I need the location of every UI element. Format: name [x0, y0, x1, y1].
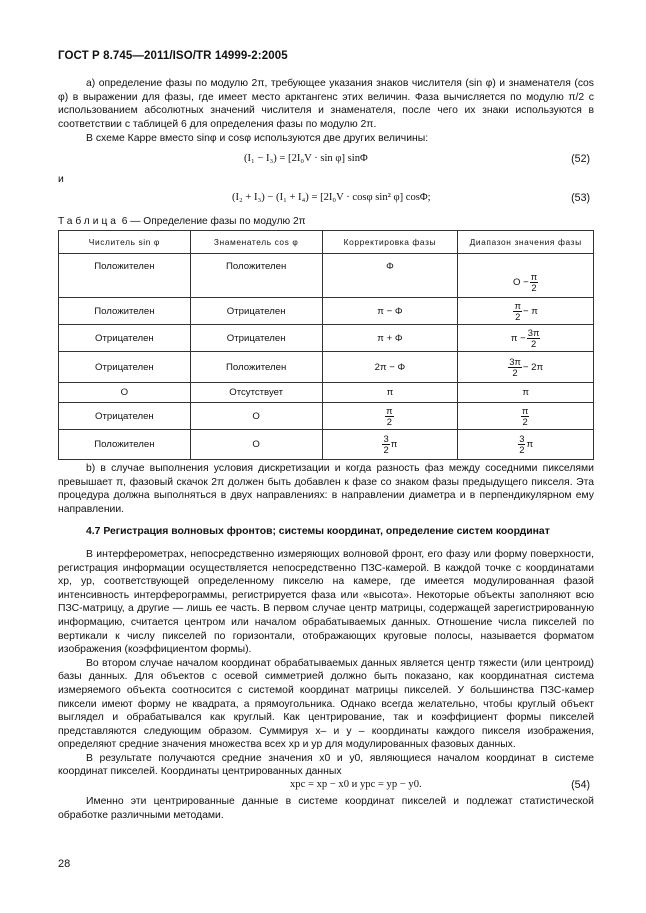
range-fraction: $\frac{\pi}{2}$ [521, 404, 529, 427]
range-fraction: $\frac{\pi}{2}$ [530, 271, 538, 293]
table-row [59, 403, 594, 430]
page-number: 28 [58, 858, 71, 870]
cell-correction: Φ [322, 254, 458, 298]
header-correction: Корректировка фазы [322, 231, 458, 254]
equation-number-52: (52) [571, 153, 590, 165]
cell-denominator: Отрицателен [190, 325, 322, 352]
range-prefix: π − [510, 332, 526, 344]
cell-range: π [458, 383, 594, 403]
range-suffix: π [526, 439, 534, 450]
paragraph-b: b) в случае выполнения условия дискретизации и когда разность фаз между соседними пикселями превышает π, фазовый скачок 2π должен быть добавлен к фазе со знаком фазы предыдущего пикселя. Эта процедура должна выполняться в двух направлениях: в направлении диаметра и в перпендикулярном ему направлении. [58, 463, 594, 515]
table-row [59, 325, 594, 352]
range-fraction: $\frac{3\pi}{2}$ [527, 326, 540, 349]
table-caption-prefix: Таблица [58, 216, 119, 227]
range-fraction: $\frac{\pi}{2}$ [514, 299, 521, 322]
paragraph-centroid: Во втором случае началом координат обрабатываемых данных является центр тяжести (или центроид) базы данных. Для объектов с осевой симметрией должно быть показано, как координатная система измеряемого объекта соотносится с системой координат матрицы пикселей. У большинства ПЗС-камер пиксели имеют форму не квадрата, а прямоугольника. Однако всегда желательно, чтобы круглый объект выглядел и обрабатывался как круглый. Как центрирование, так и коэффициент формы пикселей представляются следующим образом. Суммируя x– и y – координаты каждого пикселя изображения, определяют средние значения множества всех xp и yp для модулированных фазовых данных. [58, 657, 594, 751]
header-denominator: Знаменатель cos φ [190, 231, 322, 254]
cell-range [458, 254, 594, 298]
paragraph-results: В результате получаются средние значения x0 и y0, являющиеся началом координат в системе координат пикселей. Координаты центрированных данных [58, 752, 594, 778]
cell-correction: π + Φ [322, 325, 458, 352]
table-caption-rest: 6 — Определение фазы по модулю 2π [118, 216, 306, 227]
paragraph-interferometers: В интерферометрах, непосредственно измеряющих волновой фронт, его фазу или форму поверхности, регистрация информации осуществляется непосредственно ПЗС-камерой. В каждой точке с координатами xp, yp, соответствующей определенному пикселю на камере, где имеется модулированная фазой интенсивность интерферограммы, регистрируется фаза или «высота». Некоторые объекты заполняют всю ПЗС-матрицу, а другие — лишь ее часть. В первом случае центр матрицы, содержащей зарегистрированную информацию, считается центром или началом обрабатываемых данных. Отношение числа пикселей по вертикали к числу пикселей по горизонтали, отображающих круговые полосы, называется форматом изображения (коэффициентом формы). [58, 548, 594, 656]
formula-53: (I₂ + I₃) − (I₁ + I₄) = [2I₀V · cosφ sin² φ] cosΦ; [232, 192, 431, 203]
cell-denominator: Положителен [190, 352, 322, 383]
cell-numerator: Положителен [59, 298, 191, 325]
cell-numerator: Положителен [59, 430, 191, 460]
header-range: Диапазон значения фазы [458, 231, 594, 254]
table-row [59, 254, 594, 298]
range-prefix: O − [513, 277, 529, 288]
table-row [59, 383, 594, 403]
cell-range [458, 352, 594, 383]
section-heading: 4.7 Регистрация волновых фронтов; системы координат, определение систем координат [86, 526, 550, 538]
correction-fraction: $\frac{3}{2}$ [383, 433, 389, 455]
table-row [59, 298, 594, 325]
conjunction-and: и [58, 174, 64, 185]
cell-numerator: Положителен [59, 254, 191, 298]
table-row [59, 352, 594, 383]
correction-suffix: π [390, 439, 398, 450]
cell-denominator: Отрицателен [190, 298, 322, 325]
cell-denominator: Положителен [190, 254, 322, 298]
cell-denominator: Отсутствует [190, 383, 322, 403]
cell-correction: π [322, 383, 458, 403]
phase-table [58, 230, 594, 460]
cell-numerator: Отрицателен [59, 352, 191, 383]
table-caption [58, 216, 306, 227]
cell-correction [322, 403, 458, 430]
range-suffix: − 2π [522, 361, 544, 373]
cell-denominator: O [190, 403, 322, 430]
paragraph-closing: Именно эти центрированные данные в системе координат пикселей и подлежат статистической обработке различными методами. [58, 796, 594, 821]
table-header-row [59, 231, 594, 254]
range-suffix: − π [522, 305, 538, 317]
range-fraction: $\frac{3\pi}{2}$ [509, 355, 521, 378]
table-row [59, 430, 594, 460]
correction-fraction: $\frac{\pi}{2}$ [386, 404, 393, 427]
paragraph-carre: В схеме Карре вместо sinφ и cosφ используются две других величины: [86, 133, 429, 145]
cell-numerator: O [59, 383, 191, 403]
cell-correction [322, 430, 458, 460]
equation-number-53: (53) [571, 192, 590, 204]
cell-correction: π − Φ [322, 298, 458, 325]
cell-correction: 2π − Φ [322, 352, 458, 383]
cell-range [458, 325, 594, 352]
range-fraction: $\frac{3}{2}$ [519, 433, 525, 455]
cell-range [458, 403, 594, 430]
formula-52: (I₁ − I₃) = [2I₀V · sin φ] sinΦ [244, 153, 368, 164]
intro-block [58, 77, 594, 146]
closing-block [58, 795, 594, 822]
cell-range [458, 430, 594, 460]
document-header: ГОСТ Р 8.745—2011/ISO/TR 14999-2:2005 [58, 50, 288, 62]
body-block [58, 462, 594, 779]
paragraph-a: a) определение фазы по модулю 2π, требующее указания знаков числителя (sin φ) и знаменателя (cos φ) в выражении для фазы, где имеет место арктангенс этих величин. Фаза вычисляется по модулю π/2 с использованием абсолютных значений числителя и знаменателя, после чего их знаки используются в соответствии с таблицей 6 для определения фазы по модулю 2π. [58, 78, 594, 130]
header-numerator: Числитель sin φ [59, 231, 191, 254]
cell-numerator: Отрицателен [59, 325, 191, 352]
cell-range [458, 298, 594, 325]
formula-54: xpc = xp − x0 и ypc = yp − y0. [290, 779, 422, 790]
equation-number-54: (54) [571, 779, 590, 791]
cell-numerator: Отрицателен [59, 403, 191, 430]
cell-denominator: O [190, 430, 322, 460]
